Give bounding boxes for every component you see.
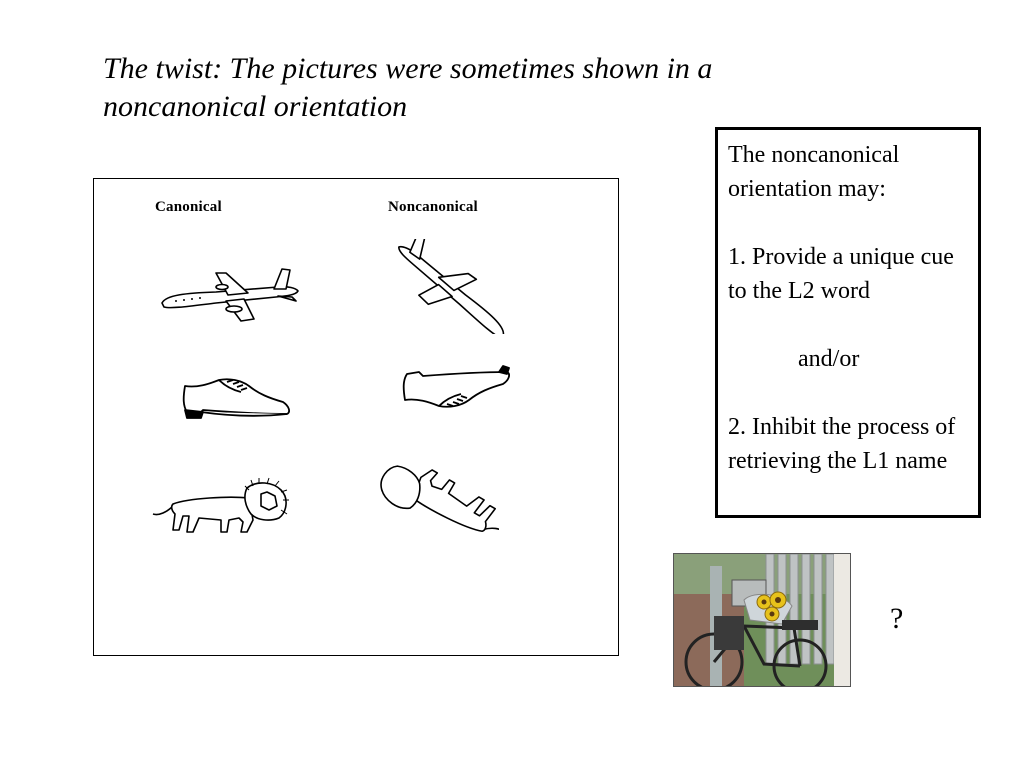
shoe-noncanonical-icon (399, 364, 514, 414)
hypothesis-textbox (715, 127, 981, 518)
slide-title: The twist: The pictures were sometimes shown in a noncanonical orientation (103, 52, 713, 123)
question-mark: ? (890, 602, 904, 635)
shoe-canonical-icon (179, 372, 294, 422)
lion-canonical-icon (149, 476, 299, 536)
textbox-point-1: 1. Provide a unique cue to the L2 word (728, 244, 954, 304)
airplane-canonical-icon (156, 265, 306, 325)
noncanonical-label: Noncanonical (388, 199, 478, 215)
canonical-label: Canonical (155, 199, 222, 215)
bicycle-photo (673, 553, 851, 687)
orientation-figure (93, 178, 619, 656)
textbox-connector: and/or (798, 346, 860, 372)
lion-noncanonical-icon (379, 459, 499, 549)
textbox-intro: The noncanonical orientation may: (728, 142, 900, 202)
airplane-noncanonical-icon (384, 239, 514, 334)
textbox-point-2: 2. Inhibit the process of retrieving the L1 name (728, 414, 956, 474)
